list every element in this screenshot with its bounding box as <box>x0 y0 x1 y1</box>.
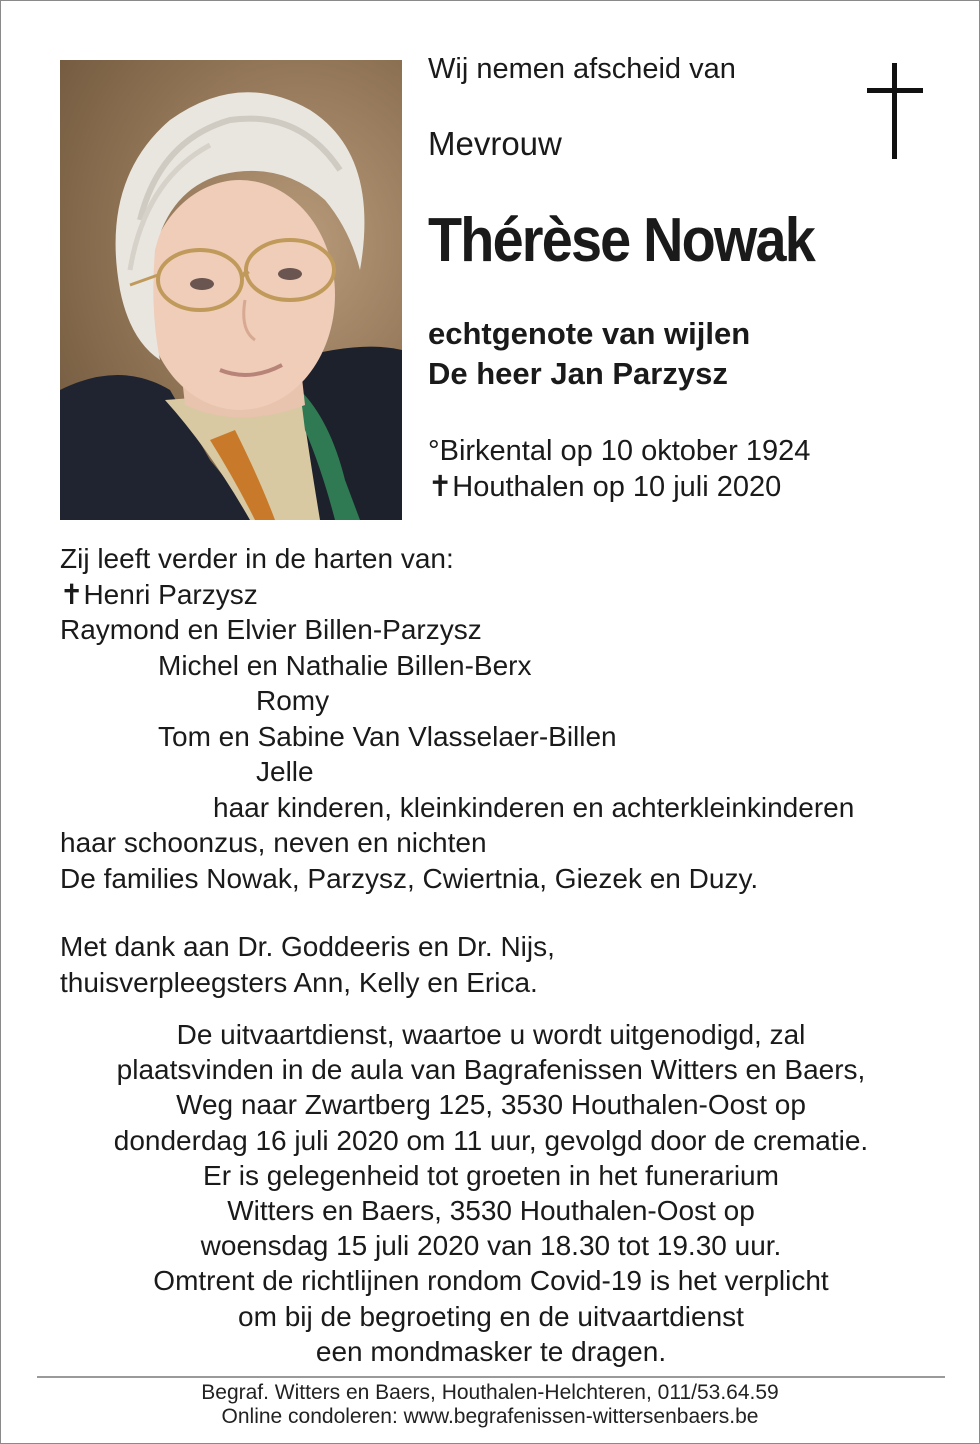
funeral-line: De uitvaartdienst, waartoe u wordt uitgenodigd, zal <box>176 1019 806 1050</box>
list-item: Michel en Nathalie Billen-Berx <box>158 649 532 681</box>
funeral-line: woensdag 15 juli 2020 van 18.30 tot 19.30 uur. <box>200 1230 782 1262</box>
funeral-line: donderdag 16 juli 2020 om 11 uur, gevolgd door de crematie. <box>113 1124 869 1156</box>
portrait-photo <box>60 60 402 520</box>
life-dates <box>428 433 810 505</box>
list-item: Romy <box>256 685 330 716</box>
funeral-line: plaatsvinden in de aula van Bagrafenissen Witters en Baers, <box>116 1054 866 1086</box>
funeral-details <box>21 1017 961 1369</box>
list-item: De families Nowak, Parzysz, Cwiertnia, Giezek en Duzy. <box>60 862 759 894</box>
cross-icon <box>867 63 923 159</box>
funeral-line: Witters en Baers, 3530 Houthalen-Oost op <box>227 1195 755 1227</box>
spouse-line-2: De heer Jan Parzysz <box>428 356 728 391</box>
list-item: haar schoonzus, neven en nichten <box>60 827 487 858</box>
footer <box>1 1381 979 1429</box>
footer-contact: Begraf. Witters en Baers, Houthalen-Helchteren, 011/53.64.59 <box>201 1381 779 1404</box>
mourners-list <box>60 541 854 896</box>
funeral-line: Weg naar Zwartberg 125, 3530 Houthalen-Oost op <box>176 1089 806 1121</box>
spouse-info <box>428 314 750 394</box>
list-item: haar kinderen, kleinkinderen en achterkleinkinderen <box>213 791 855 823</box>
list-item: Tom en Sabine Van Vlasselaer-Billen <box>158 720 617 752</box>
funeral-line: Er is gelegenheid tot groeten in het funerarium <box>203 1159 779 1191</box>
thanks-line-1: Met dank aan Dr. Goddeeris en Dr. Nijs, <box>60 931 555 962</box>
intro-text: Wij nemen afscheid van <box>428 53 736 85</box>
list-item: Jelle <box>256 756 314 787</box>
thanks-line-2: thuisverpleegsters Ann, Kelly en Erica. <box>60 966 538 998</box>
mourners-heading: Zij leeft verder in de harten van: <box>60 543 454 574</box>
footer-website-link[interactable]: Online condoleren: www.begrafenissen-wittersenbaers.be <box>221 1405 759 1428</box>
death-date: ✝Houthalen op 10 juli 2020 <box>428 471 782 503</box>
funeral-line: een mondmasker te dragen. <box>315 1335 667 1367</box>
salutation: Mevrouw <box>428 125 562 162</box>
list-item: Raymond en Elvier Billen-Parzysz <box>60 614 482 645</box>
footer-divider <box>37 1376 945 1378</box>
list-item: ✝Henri Parzysz <box>60 578 258 610</box>
thanks-text <box>60 929 555 1000</box>
deceased-name: Thérèse Nowak <box>428 206 814 275</box>
funeral-line: om bij de begroeting en de uitvaartdienst <box>238 1300 744 1332</box>
spouse-line-1: echtgenote van wijlen <box>428 316 751 351</box>
birth-date: °Birkental op 10 oktober 1924 <box>428 435 811 467</box>
funeral-line: Omtrent de richtlijnen rondom Covid-19 is het verplicht <box>153 1265 829 1297</box>
